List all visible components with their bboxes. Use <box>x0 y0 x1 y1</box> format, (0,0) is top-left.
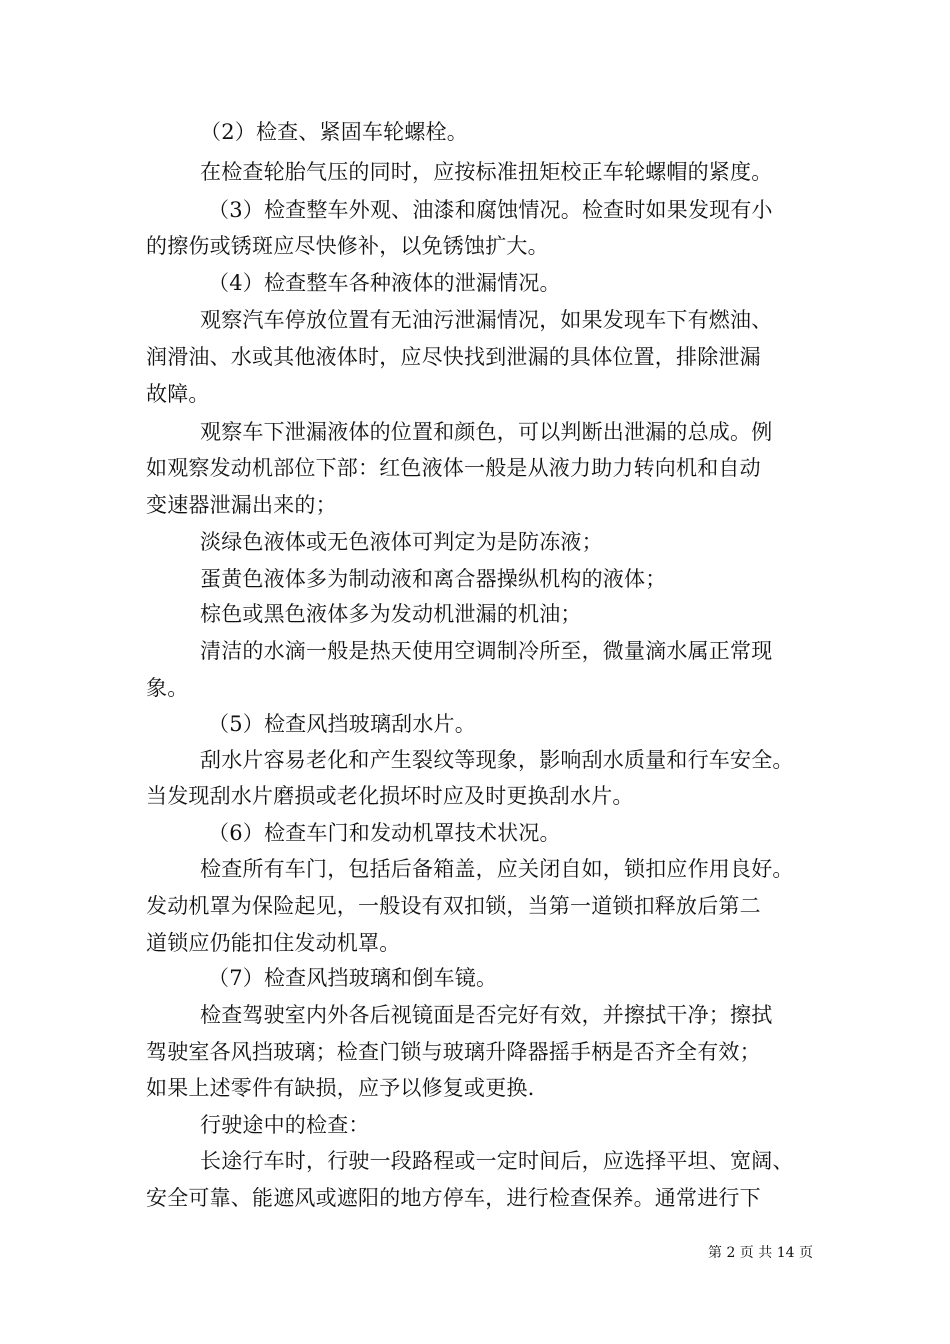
paragraph-line: 道锁应仍能扣住发动机罩。 <box>146 931 401 955</box>
section-heading-7: （7）检查风挡玻璃和倒车镜。 <box>208 966 498 990</box>
paragraph-line: 检查所有车门，包括后备箱盖，应关闭自如，锁扣应作用良好。 <box>200 857 794 881</box>
paragraph-line: 清洁的水滴一般是热天使用空调制冷所至，微量滴水属正常现 <box>200 639 773 663</box>
paragraph-line: 行驶途中的检查： <box>200 1113 370 1137</box>
paragraph-line: 驾驶室各风挡玻璃；检查门锁与玻璃升降器摇手柄是否齐全有效； <box>146 1040 761 1064</box>
paragraph-line: 发动机罩为保险起见，一般设有双扣锁，当第一道锁扣释放后第二 <box>146 894 761 918</box>
paragraph-line: 润滑油、水或其他液体时，应尽快找到泄漏的具体位置，排除泄漏 <box>146 345 761 369</box>
paragraph-line: 象。 <box>146 676 189 700</box>
section-heading-4: （4）检查整车各种液体的泄漏情况。 <box>208 271 561 295</box>
paragraph-line: 如观察发动机部位下部：红色液体一般是从液力助力转向机和自动 <box>146 456 761 480</box>
paragraph-line: 刮水片容易老化和产生裂纹等现象，影响刮水质量和行车安全。 <box>200 748 794 772</box>
page-number: 第 2 页 共 14 页 <box>708 1245 813 1261</box>
section-heading-5: （5）检查风挡玻璃刮水片。 <box>208 712 476 736</box>
paragraph-line: 蛋黄色液体多为制动液和离合器操纵机构的液体； <box>200 567 667 591</box>
section-heading-2: （2）检查、紧固车轮螺栓。 <box>200 120 468 144</box>
paragraph-line: 检查驾驶室内外各后视镜面是否完好有效，并擦拭干净；擦拭 <box>200 1003 773 1027</box>
paragraph-line: 棕色或黑色液体多为发动机泄漏的机油； <box>200 602 582 626</box>
paragraph-line: 长途行车时，行驶一段路程或一定时间后，应选择平坦、宽阔、 <box>200 1149 794 1173</box>
section-heading-6: （6）检查车门和发动机罩技术状况。 <box>208 821 561 845</box>
paragraph-line: 的擦伤或锈斑应尽快修补，以免锈蚀扩大。 <box>146 234 549 258</box>
paragraph-line: 观察汽车停放位置有无油污泄漏情况，如果发现车下有燃油、 <box>200 308 773 332</box>
paragraph-line: 如果上述零件有缺损，应予以修复或更换. <box>146 1076 535 1100</box>
section-heading-3: （3）检查整车外观、油漆和腐蚀情况。检查时如果发现有小 <box>208 198 773 222</box>
paragraph-line: 淡绿色液体或无色液体可判定为是防冻液； <box>200 530 603 554</box>
paragraph-line: 在检查轮胎气压的同时，应按标准扭矩校正车轮螺帽的紧度。 <box>200 160 773 184</box>
paragraph-line: 变速器泄漏出来的； <box>146 493 337 517</box>
paragraph-line: 安全可靠、能遮风或遮阳的地方停车，进行检查保养。通常进行下 <box>146 1186 761 1210</box>
paragraph-line: 故障。 <box>146 382 210 406</box>
paragraph-line: 当发现刮水片磨损或老化损坏时应及时更换刮水片。 <box>146 784 634 808</box>
paragraph-line: 观察车下泄漏液体的位置和颜色，可以判断出泄漏的总成。例 <box>200 420 773 444</box>
